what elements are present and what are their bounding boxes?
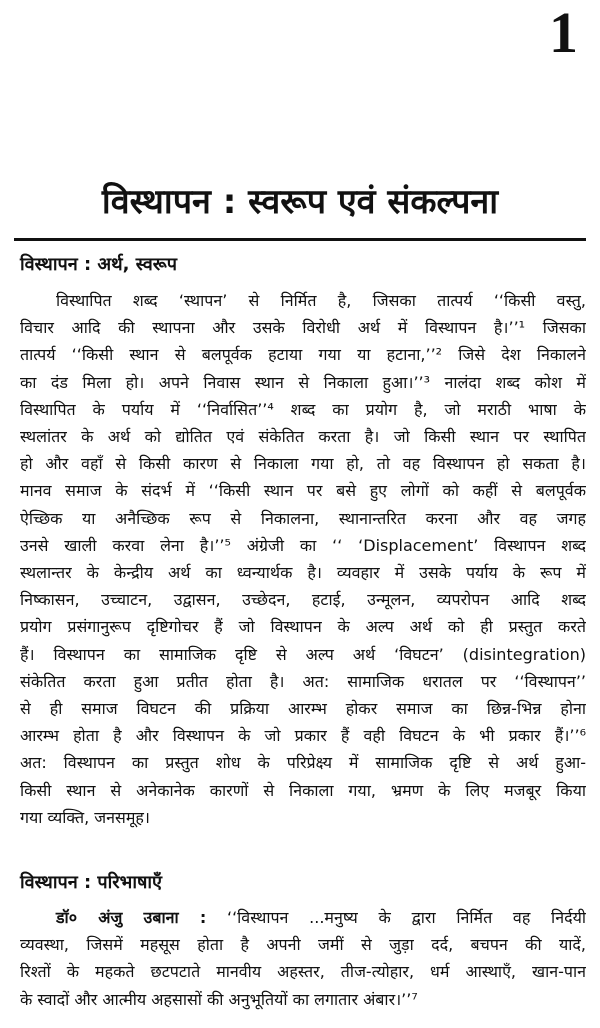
paragraph-line: विस्थापित के पर्याय में ‘‘निर्वासित’’⁴ शब्द का प्रयोग है, जो मराठी भाषा के (20, 399, 586, 419)
paragraph-line: गया व्यक्ति, जनसमूह। (20, 807, 150, 827)
paragraph-line: निष्कासन, उच्चाटन, उद्वासन, उच्छेदन, हटाई, उन्मूलन, व्यपरोपन आदि शब्द (20, 590, 586, 610)
paragraph-line: स्थलान्तर के केन्द्रीय अर्थ का ध्वन्यार्थक है। व्यवहार में उसके पर्याय के रूप में (20, 563, 586, 583)
paragraph-line: का दंड मिला हो। अपने निवास स्थान से निकाला हुआ।’’³ नालंदा शब्द कोश में (20, 372, 586, 392)
section-heading-definitions: विस्थापन : परिभाषाएँ (20, 872, 163, 893)
paragraph-line: विचार आदि की स्थापना और उसके विरोधी अर्थ में विस्थापन है।’’¹ जिसका (20, 318, 586, 338)
paragraph-line: से ही समाज विघटन की प्रक्रिया आरम्भ होकर समाज का छिन्न-भिन्न होना (20, 699, 586, 719)
paragraph-line: अत: विस्थापन का प्रस्तुत शोध के परिप्रेक्ष्य में सामाजिक दृष्टि से अर्थ हुआ- (20, 753, 586, 773)
paragraph-line: हैं। विस्थापन का सामाजिक दृष्टि से अल्प अर्थ ‘विघटन’ (disintegration) (20, 644, 586, 664)
section-heading-meaning: विस्थापन : अर्थ, स्वरूप (20, 254, 177, 275)
paragraph-line: प्रयोग प्रसंगानुरूप दृष्टिगोचर हैं जो विस्थापन के अल्प अर्थ को ही प्रस्तुत करते (20, 617, 586, 637)
paragraph-line: मानव समाज के संदर्भ में ‘‘किसी स्थान पर बसे हुए लोगों को कहीं से बलपूर्वक (20, 481, 586, 501)
paragraph-line (20, 904, 586, 931)
paragraph-line: ऐच्छिक या अनैच्छिक रूप से निकालना, स्थानान्तरित करना और वह जगह (20, 508, 586, 528)
paragraph-line: व्यवस्था, जिसमें महसूस होता है अपनी जमीं से जुड़ा दर्द, बचपन की यादें, (20, 935, 586, 955)
quote-author: डॉ० अंजु उबाना : (56, 908, 207, 927)
paragraph-line: तात्पर्य ‘‘किसी स्थान से बलपूर्वक हटाया गया या हटाना,’’² जिसे देश निकालने (20, 345, 586, 365)
section-paragraph-meaning (20, 287, 586, 861)
paragraph-line: संकेतित करता हुआ प्रतीत होता है। अत: सामाजिक धरातल पर ‘‘विस्थापन’’ (20, 671, 586, 691)
chapter-number: 1 (549, 0, 578, 65)
paragraph-line: आरम्भ होता है और विस्थापन के जो प्रकार हैं वही विघटन के भी प्रकार हैं।’’⁶ (20, 726, 586, 746)
paragraph-line: रिश्तों के महकते छटपटाते मानवीय अहस्तर, तीज-त्योहार, धर्म आस्थाएँ, खान-पान (20, 962, 586, 982)
chapter-title: विस्थापन : स्वरूप एवं संकल्पना (101, 182, 499, 222)
paragraph-line: किसी स्थान से अनेकानेक कारणों से निकाला गया, भ्रमण के लिए मजबूर किया (20, 780, 586, 800)
title-underline (14, 238, 586, 241)
paragraph-line: विस्थापित शब्द ‘स्थापन’ से निर्मित है, जिसका तात्पर्य ‘‘किसी वस्तु, (56, 291, 586, 310)
paragraph-line: उनसे खाली करवा लेना है।’’⁵ अंग्रेजी का ‘‘ ‘Displacement’ विस्थापन शब्द (20, 535, 586, 555)
section-paragraph-definitions (20, 904, 586, 1014)
quote-text: ‘‘विस्थापन ...मनुष्य के द्वारा निर्मित वह निर्दयी (206, 908, 586, 927)
paragraph-line: हो और वहाँ से किसी कारण से निकाला गया हो, तो वह विस्थापन हो सकता है। (20, 454, 586, 474)
paragraph-line: के स्वादों और आत्मीय अहसासों की अनुभूतियों का लगातार अंबार।’’⁷ (20, 989, 418, 1009)
paragraph-line: स्थलांतर के अर्थ को द्योतित एवं संकेतित करता है। जो किसी स्थान पर स्थापित (20, 427, 586, 447)
